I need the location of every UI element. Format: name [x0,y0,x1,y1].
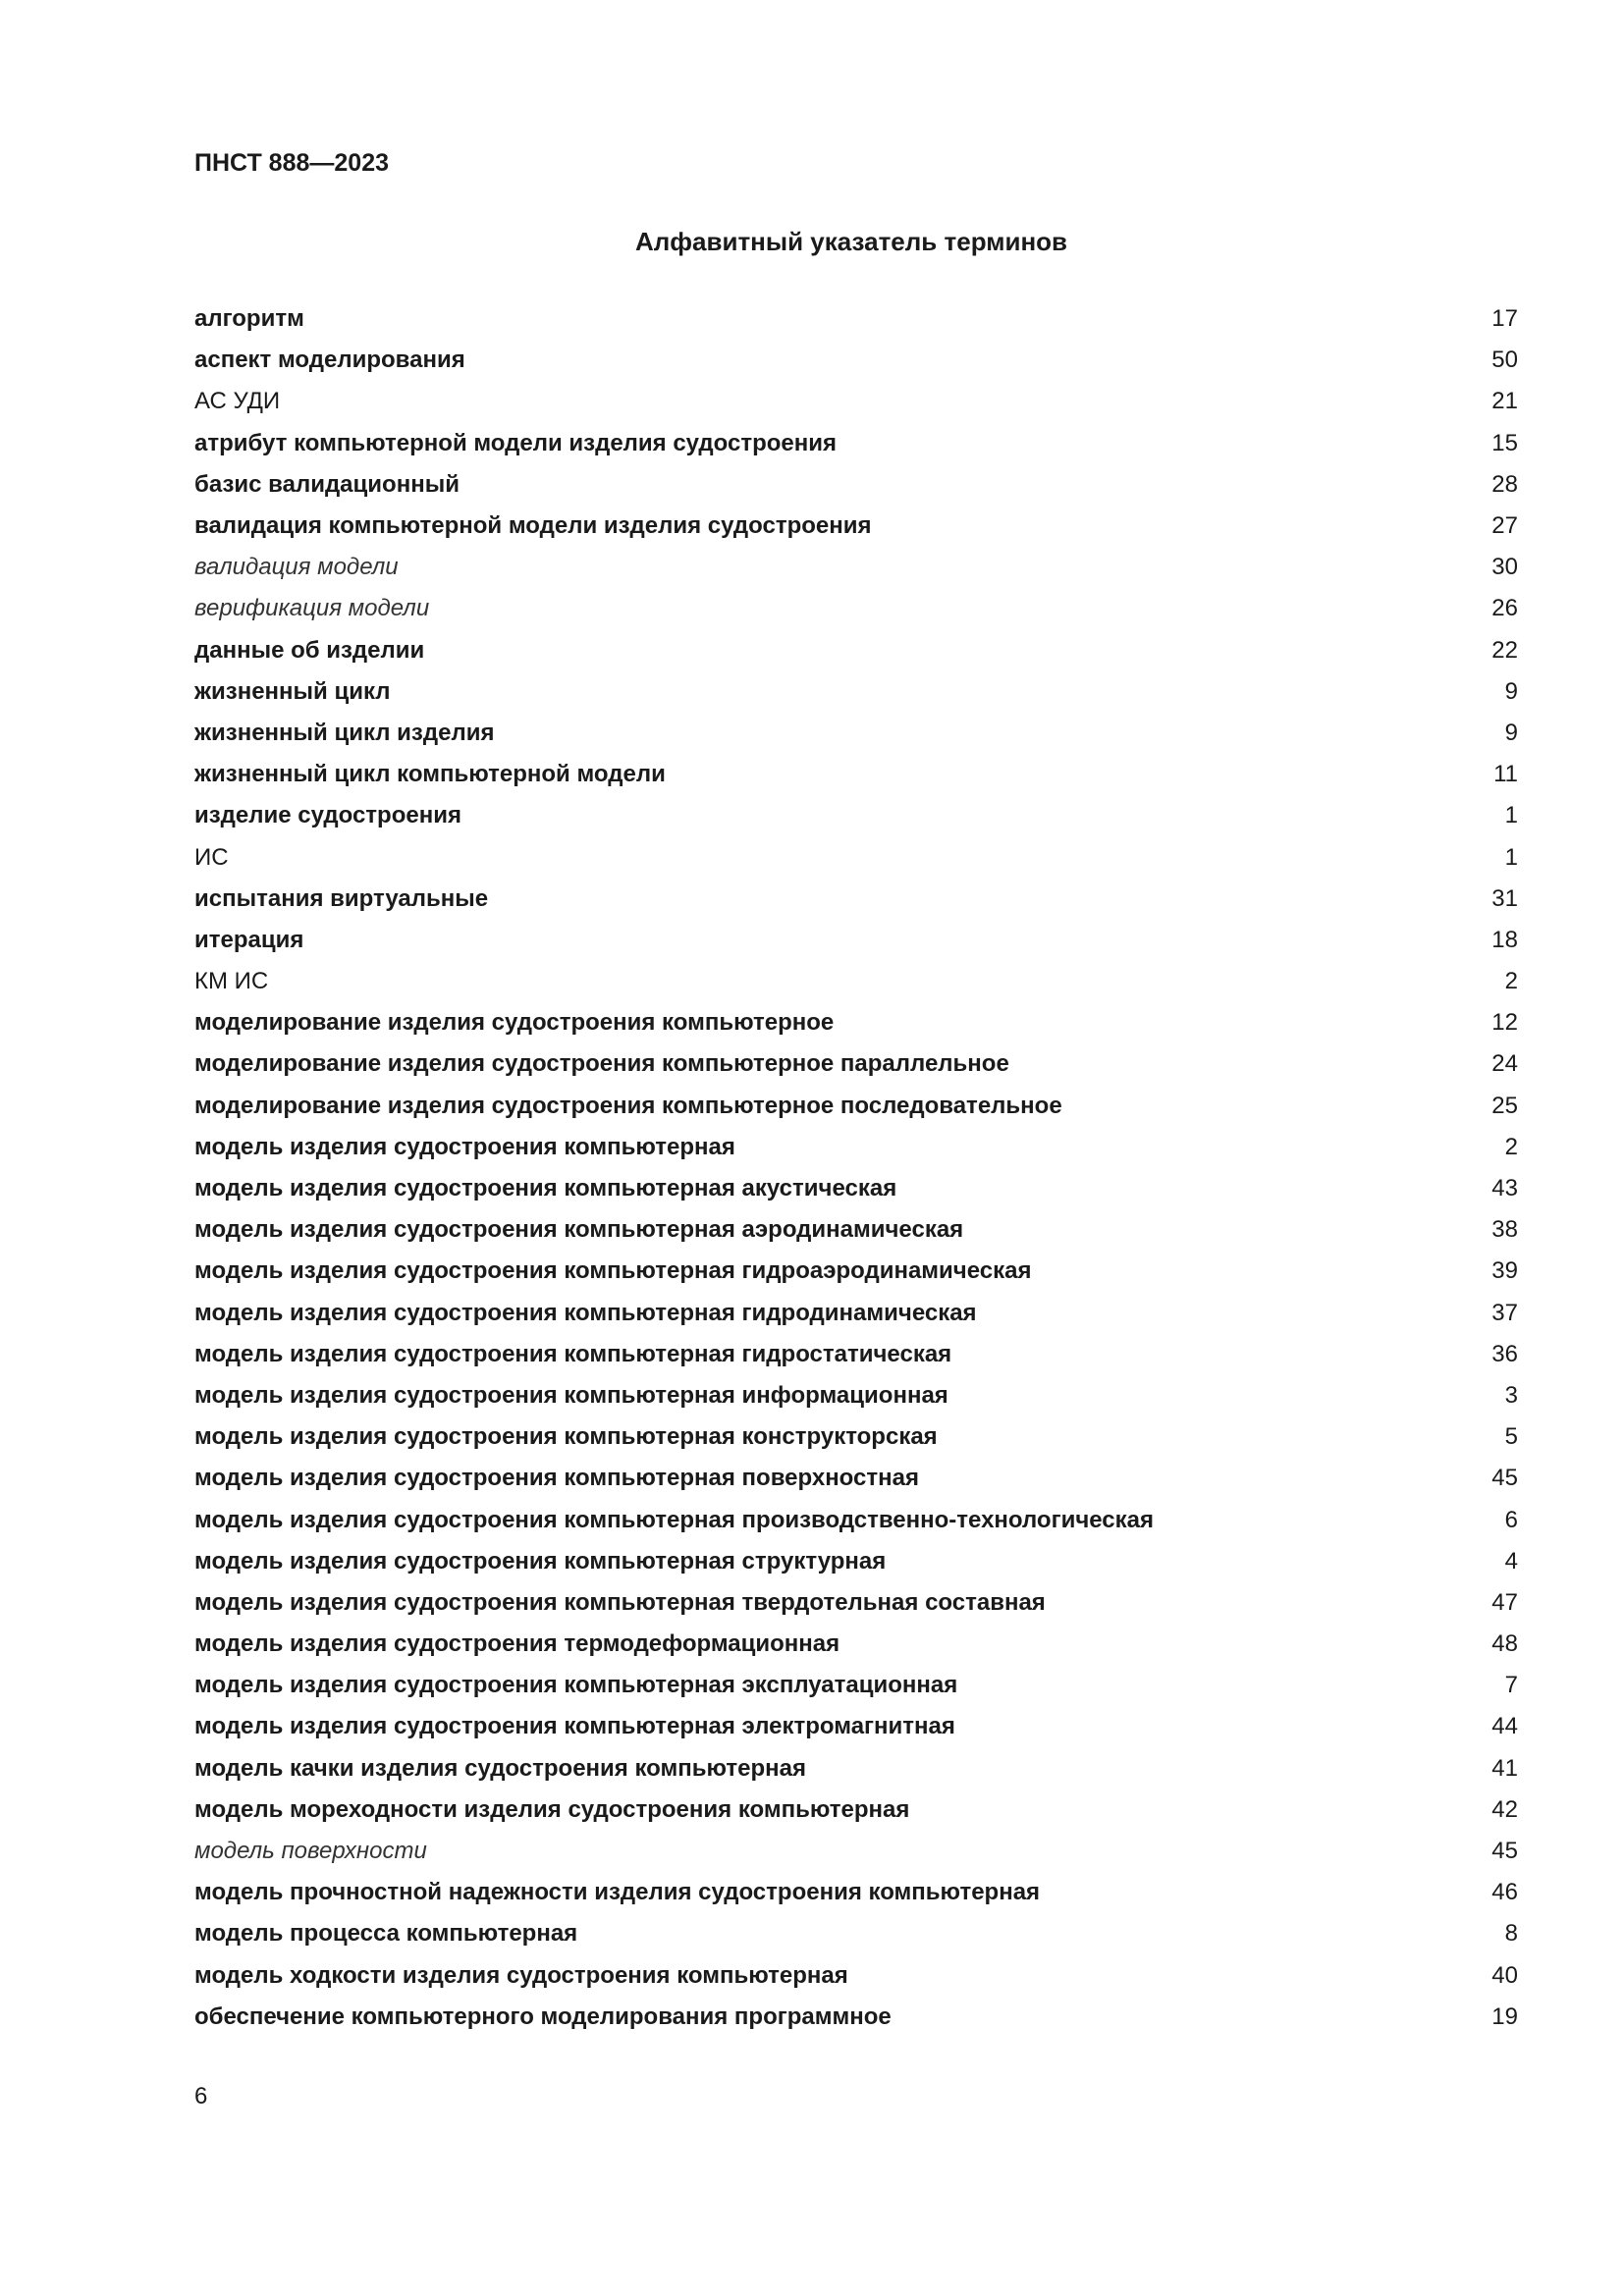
index-term: модель поверхности [194,1838,427,1865]
index-term-number: 22 [1491,636,1518,664]
index-term-number: 26 [1491,595,1518,622]
index-entry [194,506,1518,547]
index-term-number: 7 [1504,1672,1518,1699]
index-entry [194,1789,1518,1831]
index-term: атрибут компьютерной модели изделия судостроения [194,429,838,456]
index-entry [194,630,1518,671]
index-entry [194,1955,1518,1997]
index-entry [194,423,1518,464]
index-term: модель ходкости изделия судостроения компьютерная [194,1961,848,1989]
index-entry [194,1997,1518,2038]
index-term-number: 30 [1491,554,1518,581]
index-term: модель изделия судостроения компьютерная гидроаэродинамическая [194,1257,1032,1285]
page-number: 6 [194,2083,208,2109]
index-term: итерация [194,926,304,953]
index-term-number: 11 [1493,761,1518,788]
index-term: валидация компьютерной модели изделия судостроения [194,512,872,540]
index-term: ИС [194,843,229,871]
index-term-number: 39 [1491,1257,1518,1285]
index-term-number: 5 [1504,1423,1518,1451]
index-term-number: 3 [1504,1381,1518,1409]
index-term-number: 44 [1491,1713,1518,1740]
index-entry [194,1002,1518,1043]
index-term-number: 9 [1504,677,1518,705]
index-term-number: 25 [1491,1092,1518,1119]
index-term: валидация модели [194,554,399,581]
index-term: аспект моделирования [194,347,465,374]
index-term: АС УДИ [194,388,281,415]
index-entry [194,836,1518,878]
index-entry [194,1251,1518,1292]
index-entry [194,920,1518,961]
index-entry [194,588,1518,629]
index-term: КМ ИС [194,968,269,995]
index-entry [194,1582,1518,1624]
index-entry [194,1043,1518,1085]
index-term-number: 37 [1491,1299,1518,1326]
index-entry [194,1499,1518,1540]
index-term-number: 15 [1491,429,1518,456]
index-term: модель изделия судостроения компьютерная аэродинамическая [194,1216,964,1244]
index-term: верификация модели [194,595,430,622]
index-term: моделирование изделия судостроения компьютерное последовательное [194,1092,1062,1119]
index-entry [194,1913,1518,1954]
index-entry [194,713,1518,754]
index-term-number: 8 [1504,1920,1518,1948]
index-entry [194,1375,1518,1416]
index-entry [194,464,1518,506]
index-term-number: 12 [1491,1009,1518,1037]
index-term: модель изделия судостроения термодеформационная [194,1630,840,1658]
index-term-number: 31 [1491,884,1518,912]
index-term: моделирование изделия судостроения компьютерное [194,1009,835,1037]
index-term: модель изделия судостроения компьютерная конструкторская [194,1423,938,1451]
index-term-number: 38 [1491,1216,1518,1244]
index-term-number: 17 [1491,305,1518,333]
index-entry [194,1624,1518,1665]
index-entry [194,879,1518,920]
index-term: модель изделия судостроения компьютерная информационная [194,1381,948,1409]
index-term: модель изделия судостроения компьютерная гидродинамическая [194,1299,977,1326]
index-term: модель прочностной надежности изделия судостроения компьютерная [194,1879,1041,1906]
index-term-number: 21 [1491,388,1518,415]
index-entry [194,381,1518,422]
index-term-number: 42 [1491,1795,1518,1823]
index-term-number: 40 [1491,1961,1518,1989]
index-term: модель изделия судостроения компьютерная поверхностная [194,1465,919,1492]
document-code: ПНСТ 888—2023 [194,149,389,177]
index-term: модель изделия судостроения компьютерная электромагнитная [194,1713,955,1740]
page-title: Алфавитный указатель терминов [634,227,1068,256]
index-term-number: 36 [1491,1340,1518,1367]
index-entry [194,1665,1518,1706]
index-term: данные об изделии [194,636,425,664]
index-entry [194,1334,1518,1375]
index-term: моделирование изделия судостроения компьютерное параллельное [194,1050,1009,1078]
index-entry [194,671,1518,713]
index-entry [194,1127,1518,1168]
index-term: изделие судостроения [194,802,461,829]
index-term-number: 24 [1491,1050,1518,1078]
index-term: модель изделия судостроения компьютерная твердотельная составная [194,1588,1046,1616]
index-entry [194,1168,1518,1209]
index-entry [194,298,1518,340]
index-entry [194,340,1518,381]
index-entry [194,547,1518,588]
index-term: модель изделия судостроения компьютерная производственно-технологическая [194,1506,1154,1533]
index-entry [194,1209,1518,1251]
index-term: модель качки изделия судостроения компьютерная [194,1754,807,1782]
index-term-number: 4 [1504,1547,1518,1575]
index-term-number: 18 [1491,926,1518,953]
index-term: модель изделия судостроения компьютерная [194,1133,735,1160]
index-entry [194,1458,1518,1499]
index-entry [194,1706,1518,1747]
index-term-number: 28 [1491,470,1518,498]
index-term-number: 6 [1504,1506,1518,1533]
index-entry [194,1748,1518,1789]
index-entry [194,1293,1518,1334]
index-term: алгоритм [194,305,304,333]
index-term: жизненный цикл [194,677,391,705]
index-term: модель изделия судостроения компьютерная гидростатическая [194,1340,952,1367]
index-entry [194,1541,1518,1582]
index-term-number: 9 [1504,719,1518,746]
index-term-number: 2 [1504,968,1518,995]
index-term-number: 43 [1491,1175,1518,1202]
index-term-number: 47 [1491,1588,1518,1616]
index-term: обеспечение компьютерного моделирования программное [194,2002,892,2030]
term-index-list [194,298,1518,2038]
index-term-number: 41 [1491,1754,1518,1782]
index-term-number: 19 [1491,2002,1518,2030]
index-entry [194,795,1518,836]
index-entry [194,961,1518,1002]
index-term-number: 45 [1491,1465,1518,1492]
index-term-number: 50 [1491,347,1518,374]
index-term-number: 2 [1504,1133,1518,1160]
index-term: модель изделия судостроения компьютерная структурная [194,1547,887,1575]
index-term-number: 48 [1491,1630,1518,1658]
index-entry [194,1416,1518,1458]
index-entry [194,754,1518,795]
index-entry [194,1872,1518,1913]
index-term: модель процесса компьютерная [194,1920,578,1948]
index-term-number: 46 [1491,1879,1518,1906]
index-term-number: 1 [1504,802,1518,829]
index-term: испытания виртуальные [194,884,489,912]
index-entry [194,1086,1518,1127]
index-term: жизненный цикл компьютерной модели [194,761,666,788]
index-term-number: 45 [1491,1838,1518,1865]
index-term: модель мореходности изделия судостроения компьютерная [194,1795,910,1823]
index-term-number: 27 [1491,512,1518,540]
index-term: модель изделия судостроения компьютерная эксплуатационная [194,1672,958,1699]
index-term: модель изделия судостроения компьютерная акустическая [194,1175,897,1202]
index-term-number: 1 [1504,843,1518,871]
index-entry [194,1831,1518,1872]
index-term: жизненный цикл изделия [194,719,495,746]
index-term: базис валидационный [194,470,460,498]
